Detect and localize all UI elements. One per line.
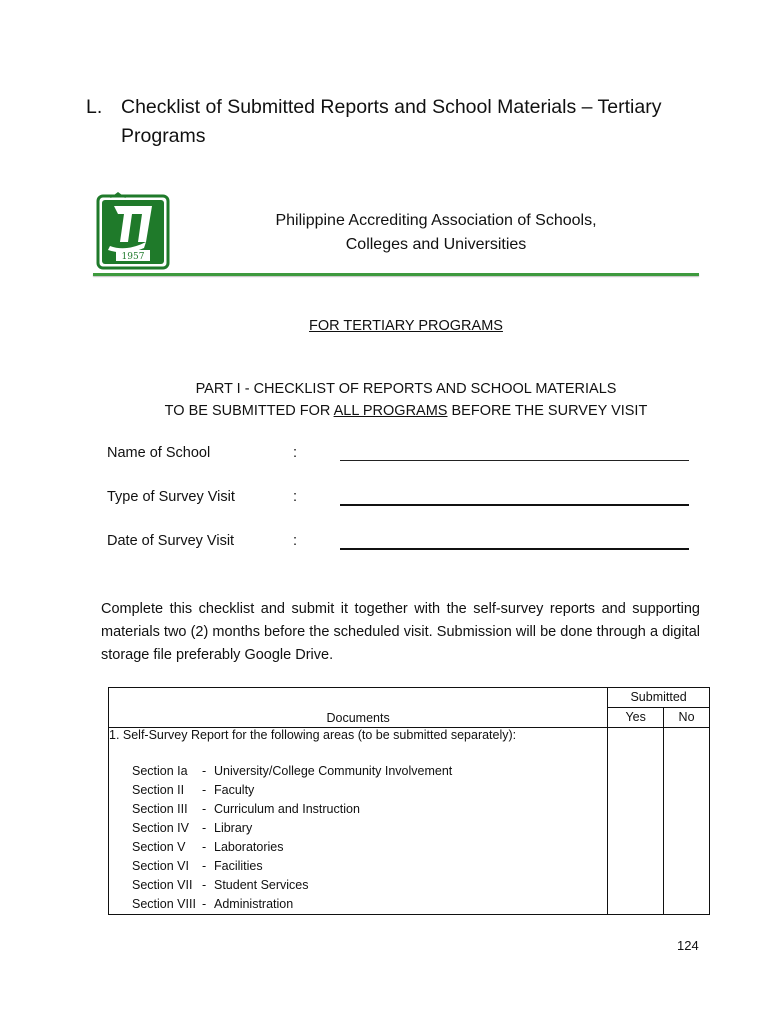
table-row [109,728,710,915]
field-colon: : [293,489,298,505]
section-name: Student Services [214,878,309,892]
section-name: Administration [214,897,294,911]
section-code: Section VI [132,859,189,873]
section-code: Section IV [132,821,189,835]
yes-column-header: Yes [608,708,664,728]
list-item: Section V - Laboratories [132,838,607,857]
part-title-text: TO BE SUBMITTED FOR [164,403,334,419]
section-name: Laboratories [214,840,284,854]
document-item-title: 1. Self-Survey Report for the following areas (to be submitted separately): [109,728,517,742]
no-checkbox-cell[interactable] [664,728,710,915]
section-list [132,762,607,914]
field-label: Date of Survey Visit [107,533,235,549]
list-item: Section III - Curriculum and Instruction [132,800,607,819]
logo-year: 1957 [121,252,145,262]
header-divider [93,273,699,276]
no-column-header: No [664,708,710,728]
document-subtitle: FOR TERTIARY PROGRAMS [309,318,503,334]
section-name: Library [214,821,253,835]
section-code: Section VIII [132,897,196,911]
paascu-logo [96,192,170,270]
submitted-column-header: Submitted [608,688,710,708]
section-code: Section II [132,783,185,797]
heading-number: L. [86,96,103,118]
section-name: Faculty [214,783,255,797]
name-of-school-blank[interactable] [340,460,689,461]
field-label: Type of Survey Visit [107,489,235,505]
field-colon: : [293,533,298,549]
yes-checkbox-cell[interactable] [608,728,664,915]
list-item: Section II - Faculty [132,781,607,800]
part-title-line-2 [0,400,768,422]
documents-checklist-table [108,687,710,915]
list-item: Section IV - Library [132,819,607,838]
part-title [0,378,768,422]
list-item: Section Ia - University/College Community Involvement [132,762,607,781]
part-title-text-end: BEFORE THE SURVEY VISIT [447,403,648,419]
section-code: Section Ia [132,764,188,778]
section-code: Section VII [132,878,193,892]
table-header-row [109,688,710,708]
document-item-cell [109,728,608,915]
part-title-underlined: ALL PROGRAMS [333,403,448,419]
field-name-of-school [107,445,697,467]
section-name: Facilities [214,859,263,873]
list-item: Section VII - Student Services [132,876,607,895]
page-number: 124 [677,938,699,953]
part-title-line-1: PART I - CHECKLIST OF REPORTS AND SCHOOL MATERIALS [195,381,617,397]
documents-column-header: Documents [109,688,608,728]
field-type-of-survey-visit [107,489,697,511]
logo-emblem-icon [96,192,170,270]
section-name: Curriculum and Instruction [214,802,360,816]
organization-line-2: Colleges and Universities [345,236,527,253]
date-of-survey-visit-blank[interactable] [340,548,689,550]
field-colon: : [293,445,298,461]
list-item: Section VIII - Administration [132,895,607,914]
section-heading [86,93,716,151]
heading-title: Checklist of Submitted Reports and School Materials – Tertiary Programs [121,96,662,147]
section-name: University/College Community Involvement [214,764,453,778]
field-label: Name of School [107,445,211,461]
organization-line-1: Philippine Accrediting Association of Schools, [275,212,597,229]
field-date-of-survey-visit [107,533,697,555]
instructions-paragraph: Complete this checklist and submit it together with the self-survey reports and supporting materials two (2) months before the scheduled visit. Submission will be done through a digital storage file preferably Google Drive. [101,601,700,663]
type-of-survey-visit-blank[interactable] [340,504,689,506]
organization-name [236,209,636,257]
section-code: Section V [132,840,186,854]
section-code: Section III [132,802,188,816]
list-item: Section VI - Facilities [132,857,607,876]
